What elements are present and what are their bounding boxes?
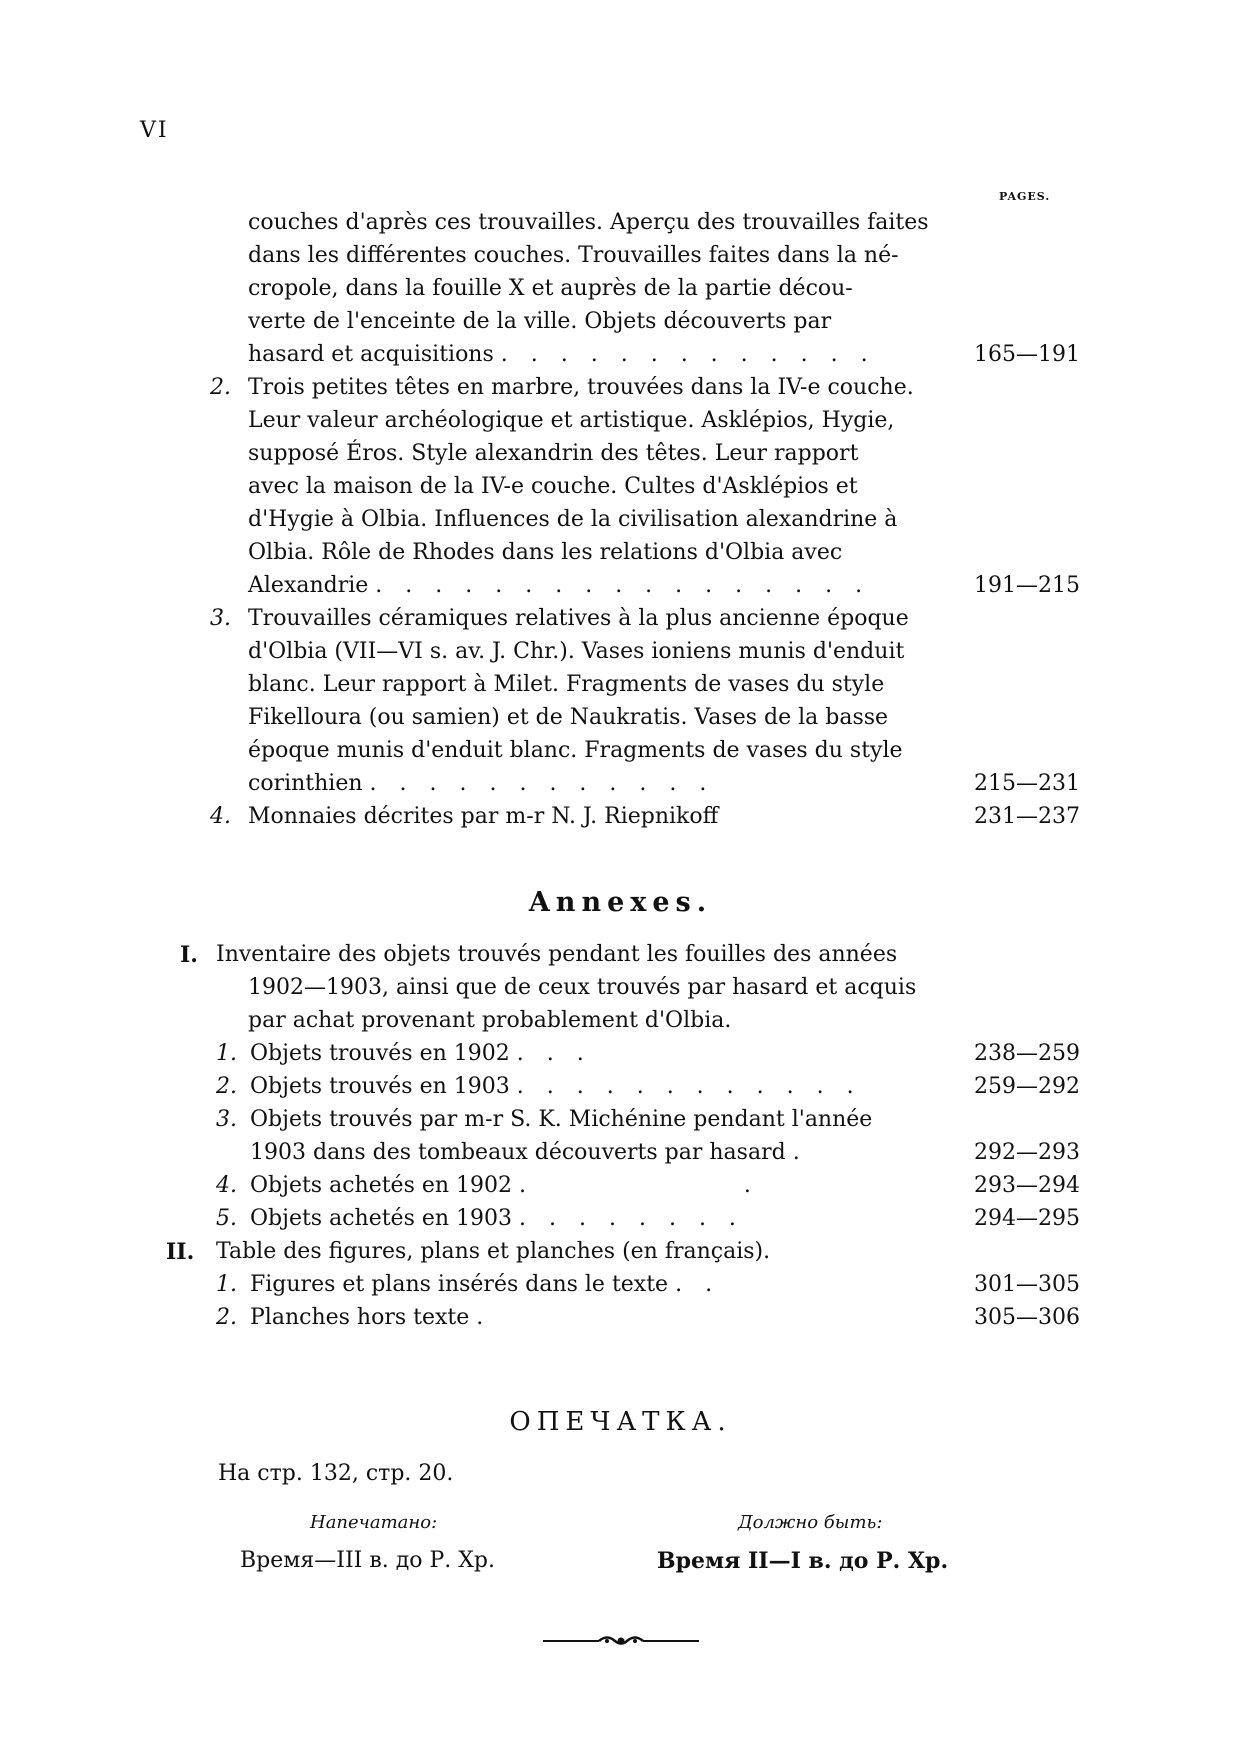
toc-pages: 215—231: [974, 771, 1080, 796]
page-number: VI: [140, 118, 169, 143]
toc-number: 4.: [216, 1173, 237, 1198]
annex-roman: II.: [166, 1239, 195, 1265]
toc-line: Objets trouvés en 1902 . . .: [250, 1041, 592, 1066]
toc-line: époque munis d'enduit blanc. Fragments de vases du style: [248, 738, 903, 763]
toc-line: Objets trouvés en 1903 . . . . . . . . . . . .: [250, 1074, 862, 1099]
toc-line: par achat provenant probablement d'Olbia.: [248, 1008, 732, 1033]
toc-pages: 259—292: [974, 1074, 1080, 1099]
errata-should-value: Время II—I в. до Р. Хр.: [657, 1548, 949, 1574]
toc-line: Trouvailles céramiques relatives à la plus ancienne époque: [248, 606, 909, 631]
toc-number: 3.: [216, 1107, 237, 1132]
errata-printed-value: Время—III в. до Р. Хр.: [240, 1548, 496, 1573]
toc-number: 2.: [210, 375, 231, 400]
toc-line: d'Hygie à Olbia. Influences de la civilisation alexandrine à: [248, 507, 898, 532]
errata-title: ОПЕЧАТКА.: [509, 1407, 732, 1437]
toc-number: 1.: [216, 1272, 237, 1297]
toc-line: cropole, dans la fouille X et auprès de la partie décou-: [248, 276, 853, 301]
toc-pages: 293—294: [974, 1173, 1080, 1198]
toc-number: 2.: [216, 1074, 237, 1099]
toc-pages: 191—215: [974, 573, 1080, 598]
toc-line: Inventaire des objets trouvés pendant les fouilles des années: [216, 942, 898, 967]
toc-line: corinthien . . . . . . . . . . . .: [248, 771, 715, 796]
toc-line: Monnaies décrites par m-r N. J. Riepnikoff: [248, 804, 719, 829]
toc-line: hasard et acquisitions . . . . . . . . . . . . .: [248, 342, 876, 367]
toc-line: dans les différentes couches. Trouvailles faites dans la né-: [248, 243, 899, 268]
toc-line: Objets achetés en 1903 . . . . . . . .: [250, 1206, 744, 1231]
annexes-heading: Annexes.: [528, 887, 713, 918]
toc-line: d'Olbia (VII—VI s. av. J. Chr.). Vases ioniens munis d'enduit: [248, 639, 905, 664]
toc-line: blanc. Leur rapport à Milet. Fragments de vases du style: [248, 672, 885, 697]
toc-line: Leur valeur archéologique et artistique. Asklépios, Hygie,: [248, 408, 895, 433]
pages-column-label: PAGES.: [999, 190, 1051, 203]
ornament-icon: [0, 1632, 1241, 1654]
toc-line: Figures et plans insérés dans le texte . .: [250, 1272, 721, 1297]
toc-number: 1.: [216, 1041, 237, 1066]
toc-line: Trois petites têtes en marbre, trouvées dans la IV-e couche.: [248, 375, 914, 400]
toc-line: supposé Éros. Style alexandrin des têtes. Leur rapport: [248, 441, 859, 466]
toc-number: 3.: [210, 606, 231, 631]
errata-printed-label: Напечатано:: [310, 1512, 438, 1533]
errata-location: На стр. 132, стр. 20.: [218, 1461, 454, 1486]
toc-number: 4.: [210, 804, 231, 829]
toc-line: Table des figures, plans et planches (en français).: [216, 1239, 771, 1264]
toc-line: Objets achetés en 1902 . .: [250, 1173, 759, 1198]
toc-number: 2.: [216, 1305, 237, 1330]
toc-line: avec la maison de la IV-e couche. Cultes d'Asklépios et: [248, 474, 858, 499]
toc-line: Olbia. Rôle de Rhodes dans les relations d'Olbia avec: [248, 540, 843, 565]
toc-pages: 301—305: [974, 1272, 1080, 1297]
toc-pages: 231—237: [974, 804, 1080, 829]
toc-line: couches d'après ces trouvailles. Aperçu des trouvailles faites: [248, 210, 929, 235]
toc-line: Planches hors texte .: [250, 1305, 492, 1330]
toc-pages: 292—293: [974, 1140, 1080, 1165]
toc-line: 1902—1903, ainsi que de ceux trouvés par hasard et acquis: [248, 975, 917, 1000]
toc-line: verte de l'enceinte de la ville. Objets découverts par: [248, 309, 832, 334]
toc-line: 1903 dans des tombeaux découverts par hasard .: [250, 1140, 808, 1165]
toc-pages: 238—259: [974, 1041, 1080, 1066]
toc-line: Fikelloura (ou samien) et de Naukratis. Vases de la basse: [248, 705, 889, 730]
toc-line: Alexandrie . . . . . . . . . . . . . . . . .: [248, 573, 871, 598]
annex-roman: I.: [180, 942, 198, 968]
toc-pages: 294—295: [974, 1206, 1080, 1231]
toc-pages: 165—191: [974, 342, 1080, 367]
errata-should-label: Должно быть:: [738, 1512, 883, 1533]
toc-pages: 305—306: [974, 1305, 1080, 1330]
toc-line: Objets trouvés par m-r S. K. Michénine pendant l'année: [250, 1107, 873, 1132]
toc-number: 5.: [216, 1206, 237, 1231]
